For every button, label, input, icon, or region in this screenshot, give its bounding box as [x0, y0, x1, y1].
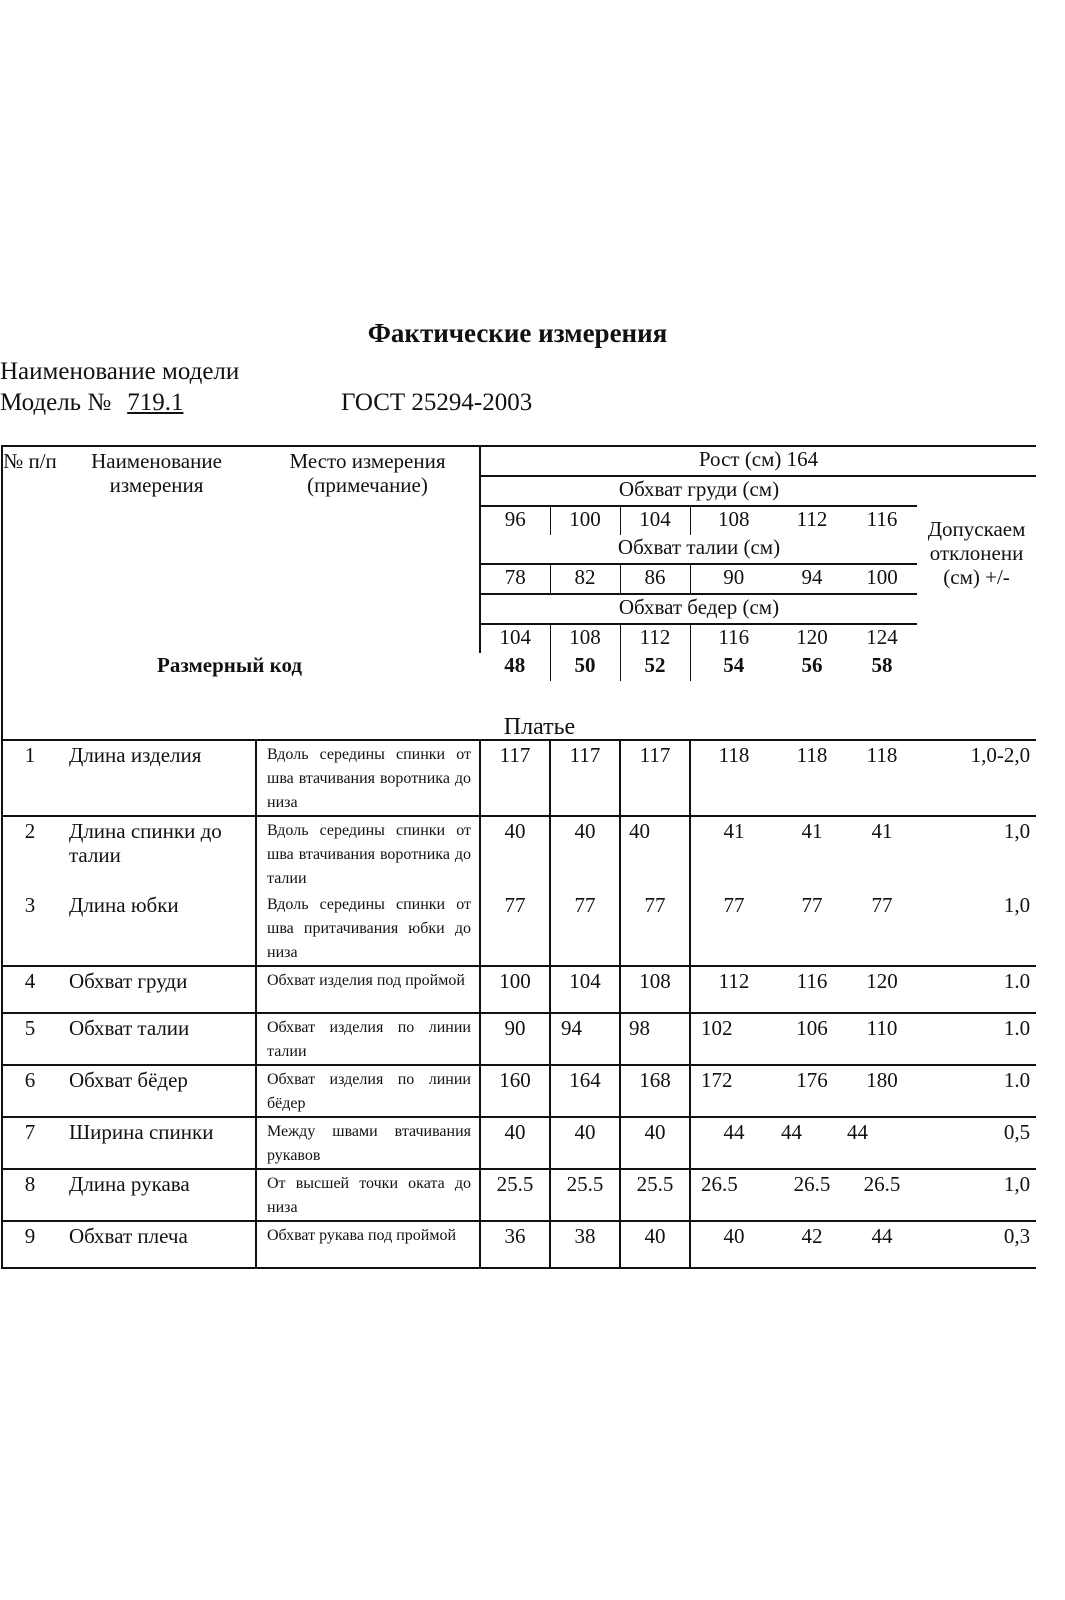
waist-value: 78 — [480, 564, 550, 594]
value-cell: 40 — [550, 1117, 620, 1169]
header-chest: Обхват груди (см) — [480, 476, 917, 506]
value-cell: 117 — [620, 740, 690, 816]
value-cell: 98 — [620, 1013, 690, 1065]
tolerance-cell: 1,0 — [917, 891, 1036, 966]
waist-value: 100 — [847, 564, 917, 594]
value-cell: 25.5 — [620, 1169, 690, 1221]
row-number: 5 — [2, 1013, 57, 1065]
model-number-label: Модель № — [0, 389, 112, 416]
value-cell: 40 — [620, 816, 690, 891]
value-cell: 118 — [847, 740, 917, 816]
model-number-line — [0, 389, 187, 417]
size-code: 54 — [690, 653, 777, 681]
table-row — [2, 1065, 1036, 1117]
value-cell: 40 — [550, 816, 620, 891]
size-code: 58 — [871, 653, 893, 677]
row-number: 3 — [2, 891, 57, 966]
value-cell: 118 — [777, 740, 847, 816]
waist-value: 82 — [550, 564, 620, 594]
table-row — [2, 1117, 1036, 1169]
measurement-place: Обхват изделия под проймой — [256, 966, 480, 1013]
measurement-place: Между швами втачивания рукавов — [256, 1117, 480, 1169]
chest-value: 104 — [620, 506, 690, 535]
tolerance-cell: 0,3 — [917, 1221, 1036, 1268]
table-row — [2, 891, 1036, 966]
value-cell: 176 — [777, 1065, 847, 1117]
value-cell: 40 — [620, 1117, 690, 1169]
size-code: 48 — [504, 653, 526, 677]
value-cell: 42 — [777, 1221, 847, 1268]
row-number: 1 — [2, 740, 57, 816]
value-cell: 40 — [480, 816, 550, 891]
value-cell: 106 — [777, 1013, 847, 1065]
measurement-name: Длина рукава — [57, 1169, 256, 1221]
table-header — [2, 446, 1036, 740]
tolerance-cell: 1,0 — [917, 1169, 1036, 1221]
row-number: 4 — [2, 966, 57, 1013]
value-cell: 41 — [801, 819, 823, 843]
value-cell: 44 — [690, 1117, 777, 1169]
hip-value: 120 — [796, 625, 828, 649]
hip-value: 104 — [499, 625, 531, 649]
value-cell: 40 — [620, 1221, 690, 1268]
value-cell: 164 — [550, 1065, 620, 1117]
value-cell: 26.5 — [777, 1169, 847, 1221]
value-cell: 117 — [480, 740, 550, 816]
value-cell: 112 — [690, 966, 777, 1013]
model-name-label: Наименование модели — [0, 358, 240, 385]
measurement-name: Длина юбки — [57, 891, 256, 966]
value-cell: 77 — [550, 891, 620, 966]
value-cell: 40 — [480, 1117, 550, 1169]
chest-value: 112 — [796, 507, 828, 531]
value-cell: 110 — [847, 1013, 917, 1065]
waist-value: 86 — [620, 564, 690, 594]
header-name: Наименование измерения — [57, 446, 256, 653]
value-cell: 38 — [550, 1221, 620, 1268]
tolerance-cell: 1.0 — [917, 1065, 1036, 1117]
value-cell: 41 — [690, 816, 777, 891]
value-cell: 44 — [847, 1117, 917, 1169]
standard-reference: ГОСТ 25294-2003 — [341, 389, 533, 416]
value-cell: 100 — [480, 966, 550, 1013]
model-number-value: 719.1 — [127, 389, 184, 416]
tolerance-cell: 0,5 — [917, 1117, 1036, 1169]
measurement-place: Вдоль середины спинки от шва втачивания воротника до талии — [256, 816, 480, 891]
value-cell: 108 — [620, 966, 690, 1013]
row-number: 6 — [2, 1065, 57, 1117]
value-cell: 25.5 — [480, 1169, 550, 1221]
table-row — [2, 816, 1036, 891]
waist-value: 94 — [777, 564, 847, 594]
measurement-name: Ширина спинки — [57, 1117, 256, 1169]
value-cell: 120 — [847, 966, 917, 1013]
value-cell: 77 — [690, 891, 777, 966]
row-number: 9 — [2, 1221, 57, 1268]
value-cell: 26.5 — [690, 1169, 777, 1221]
hip-value: 124 — [866, 625, 898, 649]
header-waist: Обхват талии (см) — [480, 535, 917, 564]
measurement-place: От высшей точки оката до низа — [256, 1169, 480, 1221]
row-number: 2 — [2, 816, 57, 891]
value-cell: 77 — [777, 891, 847, 966]
size-code: 50 — [550, 653, 620, 681]
document-title: Фактические измерения — [367, 318, 668, 348]
tolerance-cell: 1.0 — [917, 966, 1036, 1013]
value-cell: 117 — [550, 740, 620, 816]
measurement-place: Вдоль середины спинки от шва втачивания воротника до низа — [256, 740, 480, 816]
value-cell: 77 — [847, 891, 917, 966]
size-code: 52 — [620, 653, 690, 681]
table-row — [2, 1013, 1036, 1065]
row-number: 7 — [2, 1117, 57, 1169]
value-cell: 41 — [871, 819, 893, 843]
measurement-name: Обхват груди — [57, 966, 256, 1013]
measurement-name: Длина спинки до талии — [69, 819, 222, 867]
table-row — [2, 966, 1036, 1013]
value-cell: 104 — [550, 966, 620, 1013]
value-cell: 160 — [480, 1065, 550, 1117]
value-cell: 25.5 — [550, 1169, 620, 1221]
header-height: Рост (см) 164 — [480, 446, 1036, 476]
table-row — [2, 740, 1036, 816]
header-hips: Обхват бедер (см) — [480, 594, 917, 624]
chest-value: 108 — [690, 506, 777, 535]
value-cell: 94 — [550, 1013, 620, 1065]
table-row — [2, 1169, 1036, 1221]
measurement-place: Обхват рукава под проймой — [256, 1221, 480, 1268]
value-cell: 40 — [690, 1221, 777, 1268]
size-code-label: Размерный код — [157, 653, 302, 677]
hip-value: 108 — [550, 624, 620, 653]
value-cell: 90 — [480, 1013, 550, 1065]
header-tolerance: Допускаем отклонени (см) +/- — [927, 517, 1026, 589]
table-row — [2, 1221, 1036, 1268]
tolerance-cell: 1,0-2,0 — [917, 740, 1036, 816]
measurement-name: Обхват талии — [57, 1013, 256, 1065]
size-code: 56 — [801, 653, 823, 677]
tolerance-cell: 1.0 — [917, 1013, 1036, 1065]
measurement-name: Обхват плеча — [57, 1221, 256, 1268]
value-cell: 172 — [690, 1065, 777, 1117]
measurements-table — [1, 445, 1036, 1269]
header-num: № п/п — [2, 446, 57, 653]
value-cell: 118 — [690, 740, 777, 816]
value-cell: 77 — [480, 891, 550, 966]
value-cell: 36 — [480, 1221, 550, 1268]
value-cell: 26.5 — [847, 1169, 917, 1221]
chest-value: 100 — [550, 506, 620, 535]
measurement-place: Обхват изделия по линии бёдер — [256, 1065, 480, 1117]
section-title: Платье — [503, 714, 576, 740]
hip-value: 112 — [620, 624, 690, 653]
header-place: Место измерения (примечание) — [256, 446, 480, 653]
measurement-place: Вдоль середины спинки от шва притачивания юбки до низа — [256, 891, 480, 966]
chest-value: 116 — [866, 507, 898, 531]
value-cell: 168 — [620, 1065, 690, 1117]
measurement-name: Длина изделия — [57, 740, 256, 816]
measurement-place: Обхват изделия по линии талии — [256, 1013, 480, 1065]
value-cell: 44 — [847, 1221, 917, 1268]
tolerance-cell: 1,0 — [1003, 819, 1031, 843]
value-cell: 102 — [690, 1013, 777, 1065]
value-cell: 44 — [777, 1117, 847, 1169]
value-cell: 77 — [620, 891, 690, 966]
waist-value: 90 — [690, 564, 777, 594]
value-cell: 180 — [847, 1065, 917, 1117]
value-cell: 116 — [777, 966, 847, 1013]
hip-value: 116 — [690, 624, 777, 653]
table-body — [2, 740, 1036, 1268]
chest-value: 96 — [504, 507, 526, 531]
row-number: 8 — [2, 1169, 57, 1221]
measurement-name: Обхват бёдер — [57, 1065, 256, 1117]
